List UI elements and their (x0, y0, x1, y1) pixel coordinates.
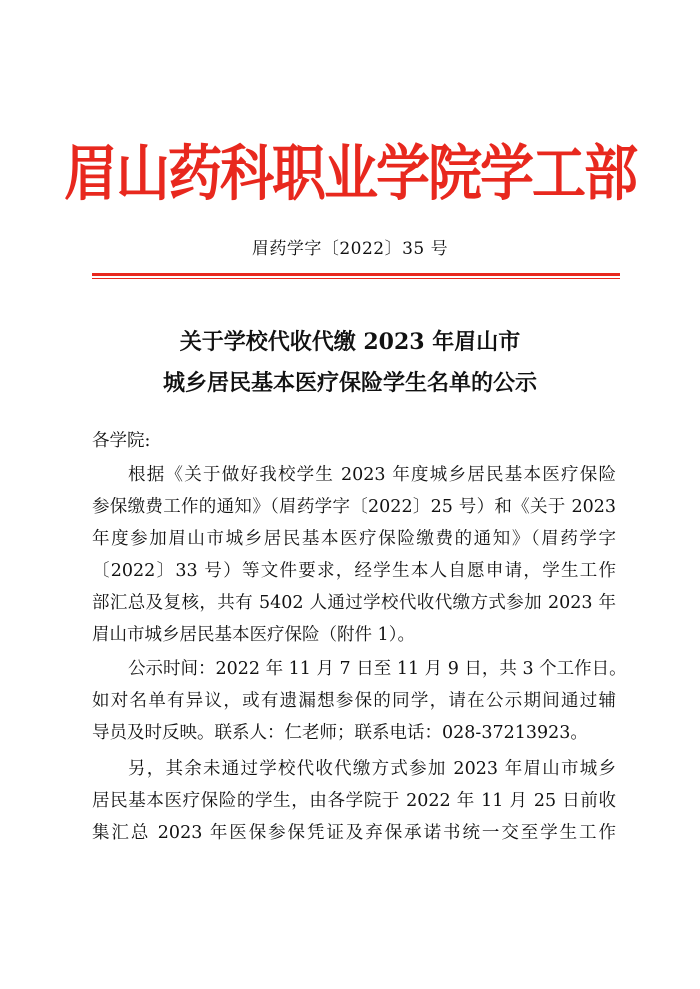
body-line: 眉山市城乡居民基本医疗保险（附件 1）。 (92, 625, 415, 645)
salutation: 各学院: (92, 431, 151, 451)
body-line: 参保缴费工作的通知》（眉药学字〔2022〕25 号）和《关于 2023 (92, 497, 616, 517)
body-line: 居民基本医疗保险的学生，由各学院于 2022 年 11 月 25 日前收 (92, 791, 616, 811)
body-line: 根据《关于做好我校学生 2023 年度城乡居民基本医疗保险 (128, 465, 616, 485)
body-line: 导员及时反映。联系人：仁老师；联系电话：028-37213923。 (92, 723, 588, 743)
notice-title-line-1: 关于学校代收代缴 2023 年眉山市 (179, 329, 521, 355)
body-line: 公示时间：2022 年 11 月 7 日至 11 月 9 日，共 3 个工作日。 (128, 659, 627, 679)
document-number: 眉药学字〔2022〕35 号 (251, 239, 449, 259)
body-line: 〔2022〕33 号）等文件要求，经学生本人自愿申请，学生工作 (92, 561, 616, 581)
body-line: 如对名单有异议，或有遗漏想参保的同学，请在公示期间通过辅 (92, 691, 616, 711)
letterhead-title: 眉山药科职业学院学工部 (64, 137, 636, 209)
letterhead-divider-thin (92, 278, 620, 279)
notice-title-line-2: 城乡居民基本医疗保险学生名单的公示 (162, 370, 537, 396)
body-line: 集汇总 2023 年医保参保凭证及弃保承诺书统一交至学生工作 (92, 823, 616, 843)
body-line: 年度参加眉山市城乡居民基本医疗保险缴费的通知》（眉药学字 (92, 529, 616, 549)
body-line: 部汇总及复核，共有 5402 人通过学校代收代缴方式参加 2023 年 (92, 593, 616, 613)
letterhead-divider-thick (92, 273, 620, 276)
body-line: 另，其余未通过学校代收代缴方式参加 2023 年眉山市城乡 (128, 759, 616, 779)
